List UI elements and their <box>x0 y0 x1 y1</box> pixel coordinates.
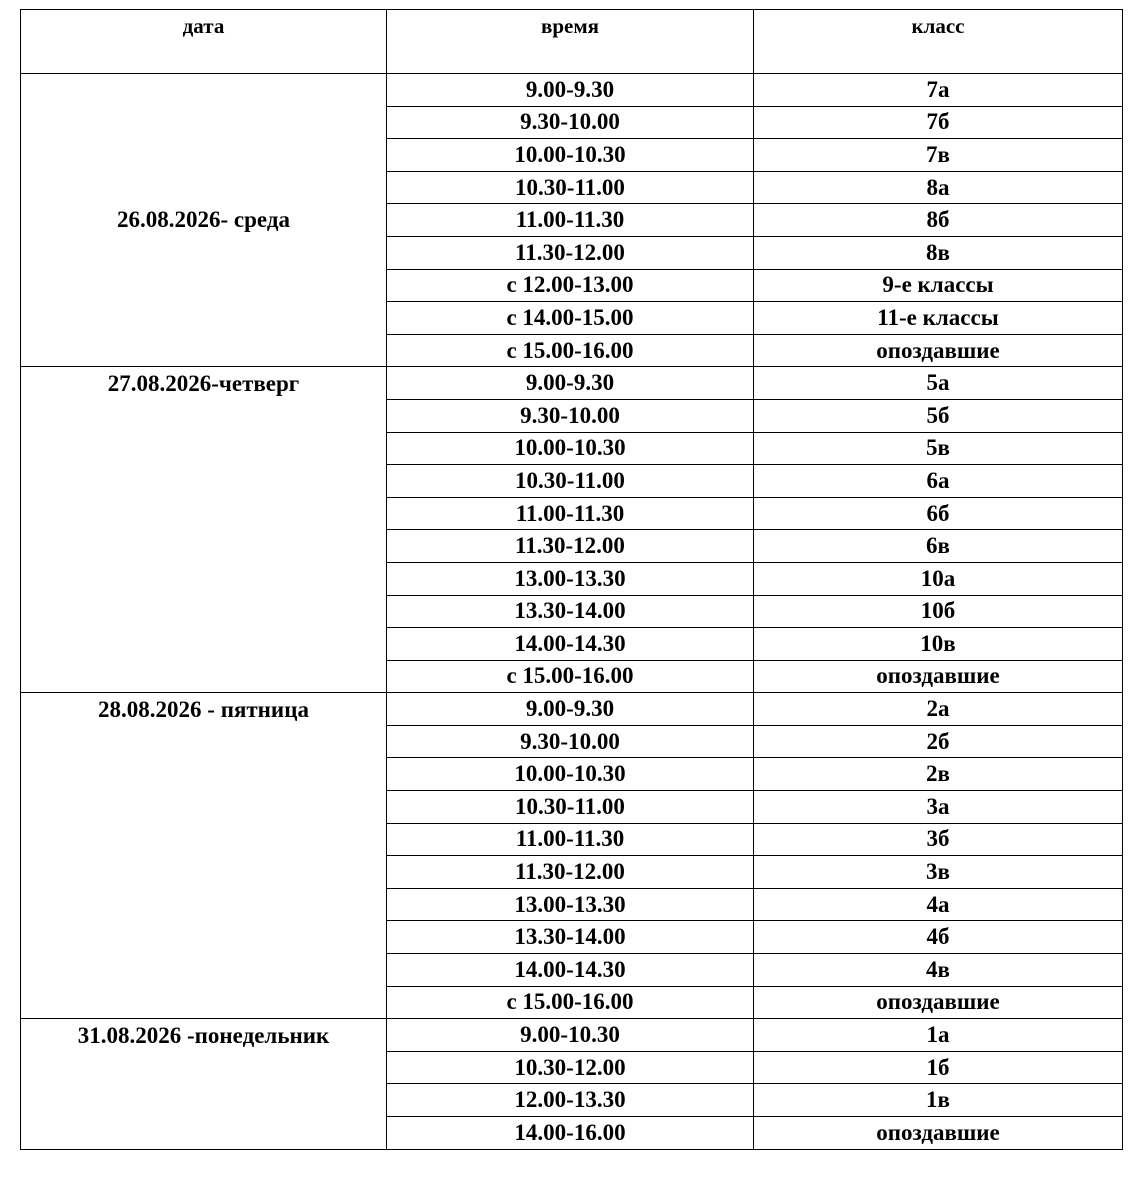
class-cell: 2б <box>754 725 1123 758</box>
time-cell: 9.00-10.30 <box>387 1019 754 1052</box>
time-cell: 10.00-10.30 <box>387 139 754 172</box>
class-cell: 2в <box>754 758 1123 791</box>
time-cell: 10.30-11.00 <box>387 791 754 824</box>
time-cell: с 15.00-16.00 <box>387 986 754 1019</box>
time-cell: 11.30-12.00 <box>387 236 754 269</box>
class-cell: 5в <box>754 432 1123 465</box>
class-cell: 10а <box>754 562 1123 595</box>
time-cell: 13.30-14.00 <box>387 921 754 954</box>
header-time: время <box>387 10 754 74</box>
time-cell: 10.30-11.00 <box>387 171 754 204</box>
class-cell: 7в <box>754 139 1123 172</box>
time-cell: 9.30-10.00 <box>387 106 754 139</box>
time-cell: 11.00-11.30 <box>387 823 754 856</box>
date-cell: 31.08.2026 -понедельник <box>21 1019 387 1149</box>
time-cell: с 15.00-16.00 <box>387 334 754 367</box>
time-cell: 10.00-10.30 <box>387 758 754 791</box>
class-cell: 6в <box>754 530 1123 563</box>
class-cell: 7а <box>754 74 1123 107</box>
time-cell: 14.00-16.00 <box>387 1117 754 1150</box>
time-cell: 10.30-11.00 <box>387 465 754 498</box>
table-row <box>21 367 1123 400</box>
time-cell: с 12.00-13.00 <box>387 269 754 302</box>
schedule-table <box>20 9 1123 1150</box>
header-row <box>21 10 1123 74</box>
time-cell: 9.00-9.30 <box>387 74 754 107</box>
class-cell: 2а <box>754 693 1123 726</box>
class-cell: 11-е классы <box>754 302 1123 335</box>
class-cell: 10в <box>754 628 1123 661</box>
table-row <box>21 693 1123 726</box>
time-cell: 14.00-14.30 <box>387 954 754 987</box>
class-cell: 4в <box>754 954 1123 987</box>
class-cell: 3б <box>754 823 1123 856</box>
time-cell: 14.00-14.30 <box>387 628 754 661</box>
time-cell: с 15.00-16.00 <box>387 660 754 693</box>
time-cell: 9.30-10.00 <box>387 725 754 758</box>
class-cell: опоздавшие <box>754 334 1123 367</box>
time-cell: 11.00-11.30 <box>387 497 754 530</box>
class-cell: 4б <box>754 921 1123 954</box>
time-cell: 9.30-10.00 <box>387 399 754 432</box>
class-cell: 9-е классы <box>754 269 1123 302</box>
class-cell: опоздавшие <box>754 986 1123 1019</box>
header-class: класс <box>754 10 1123 74</box>
table-body <box>21 74 1123 1150</box>
class-cell: 8б <box>754 204 1123 237</box>
table-row <box>21 74 1123 107</box>
time-cell: 13.30-14.00 <box>387 595 754 628</box>
time-cell: 12.00-13.30 <box>387 1084 754 1117</box>
header-date: дата <box>21 10 387 74</box>
class-cell: 3а <box>754 791 1123 824</box>
time-cell: 13.00-13.30 <box>387 888 754 921</box>
time-cell: с 14.00-15.00 <box>387 302 754 335</box>
time-cell: 11.30-12.00 <box>387 856 754 889</box>
date-cell: 26.08.2026- среда <box>21 74 387 367</box>
time-cell: 10.00-10.30 <box>387 432 754 465</box>
class-cell: 8в <box>754 236 1123 269</box>
time-cell: 10.30-12.00 <box>387 1051 754 1084</box>
time-cell: 11.00-11.30 <box>387 204 754 237</box>
time-cell: 13.00-13.30 <box>387 562 754 595</box>
time-cell: 9.00-9.30 <box>387 367 754 400</box>
table-row <box>21 1019 1123 1052</box>
class-cell: 3в <box>754 856 1123 889</box>
class-cell: 1а <box>754 1019 1123 1052</box>
class-cell: 4а <box>754 888 1123 921</box>
class-cell: опоздавшие <box>754 1117 1123 1150</box>
class-cell: 8а <box>754 171 1123 204</box>
class-cell: опоздавшие <box>754 660 1123 693</box>
table-header <box>21 10 1123 74</box>
class-cell: 6а <box>754 465 1123 498</box>
class-cell: 7б <box>754 106 1123 139</box>
class-cell: 1б <box>754 1051 1123 1084</box>
class-cell: 6б <box>754 497 1123 530</box>
time-cell: 9.00-9.30 <box>387 693 754 726</box>
date-cell: 27.08.2026-четверг <box>21 367 387 693</box>
time-cell: 11.30-12.00 <box>387 530 754 563</box>
class-cell: 5а <box>754 367 1123 400</box>
date-cell: 28.08.2026 - пятница <box>21 693 387 1019</box>
class-cell: 10б <box>754 595 1123 628</box>
class-cell: 1в <box>754 1084 1123 1117</box>
class-cell: 5б <box>754 399 1123 432</box>
